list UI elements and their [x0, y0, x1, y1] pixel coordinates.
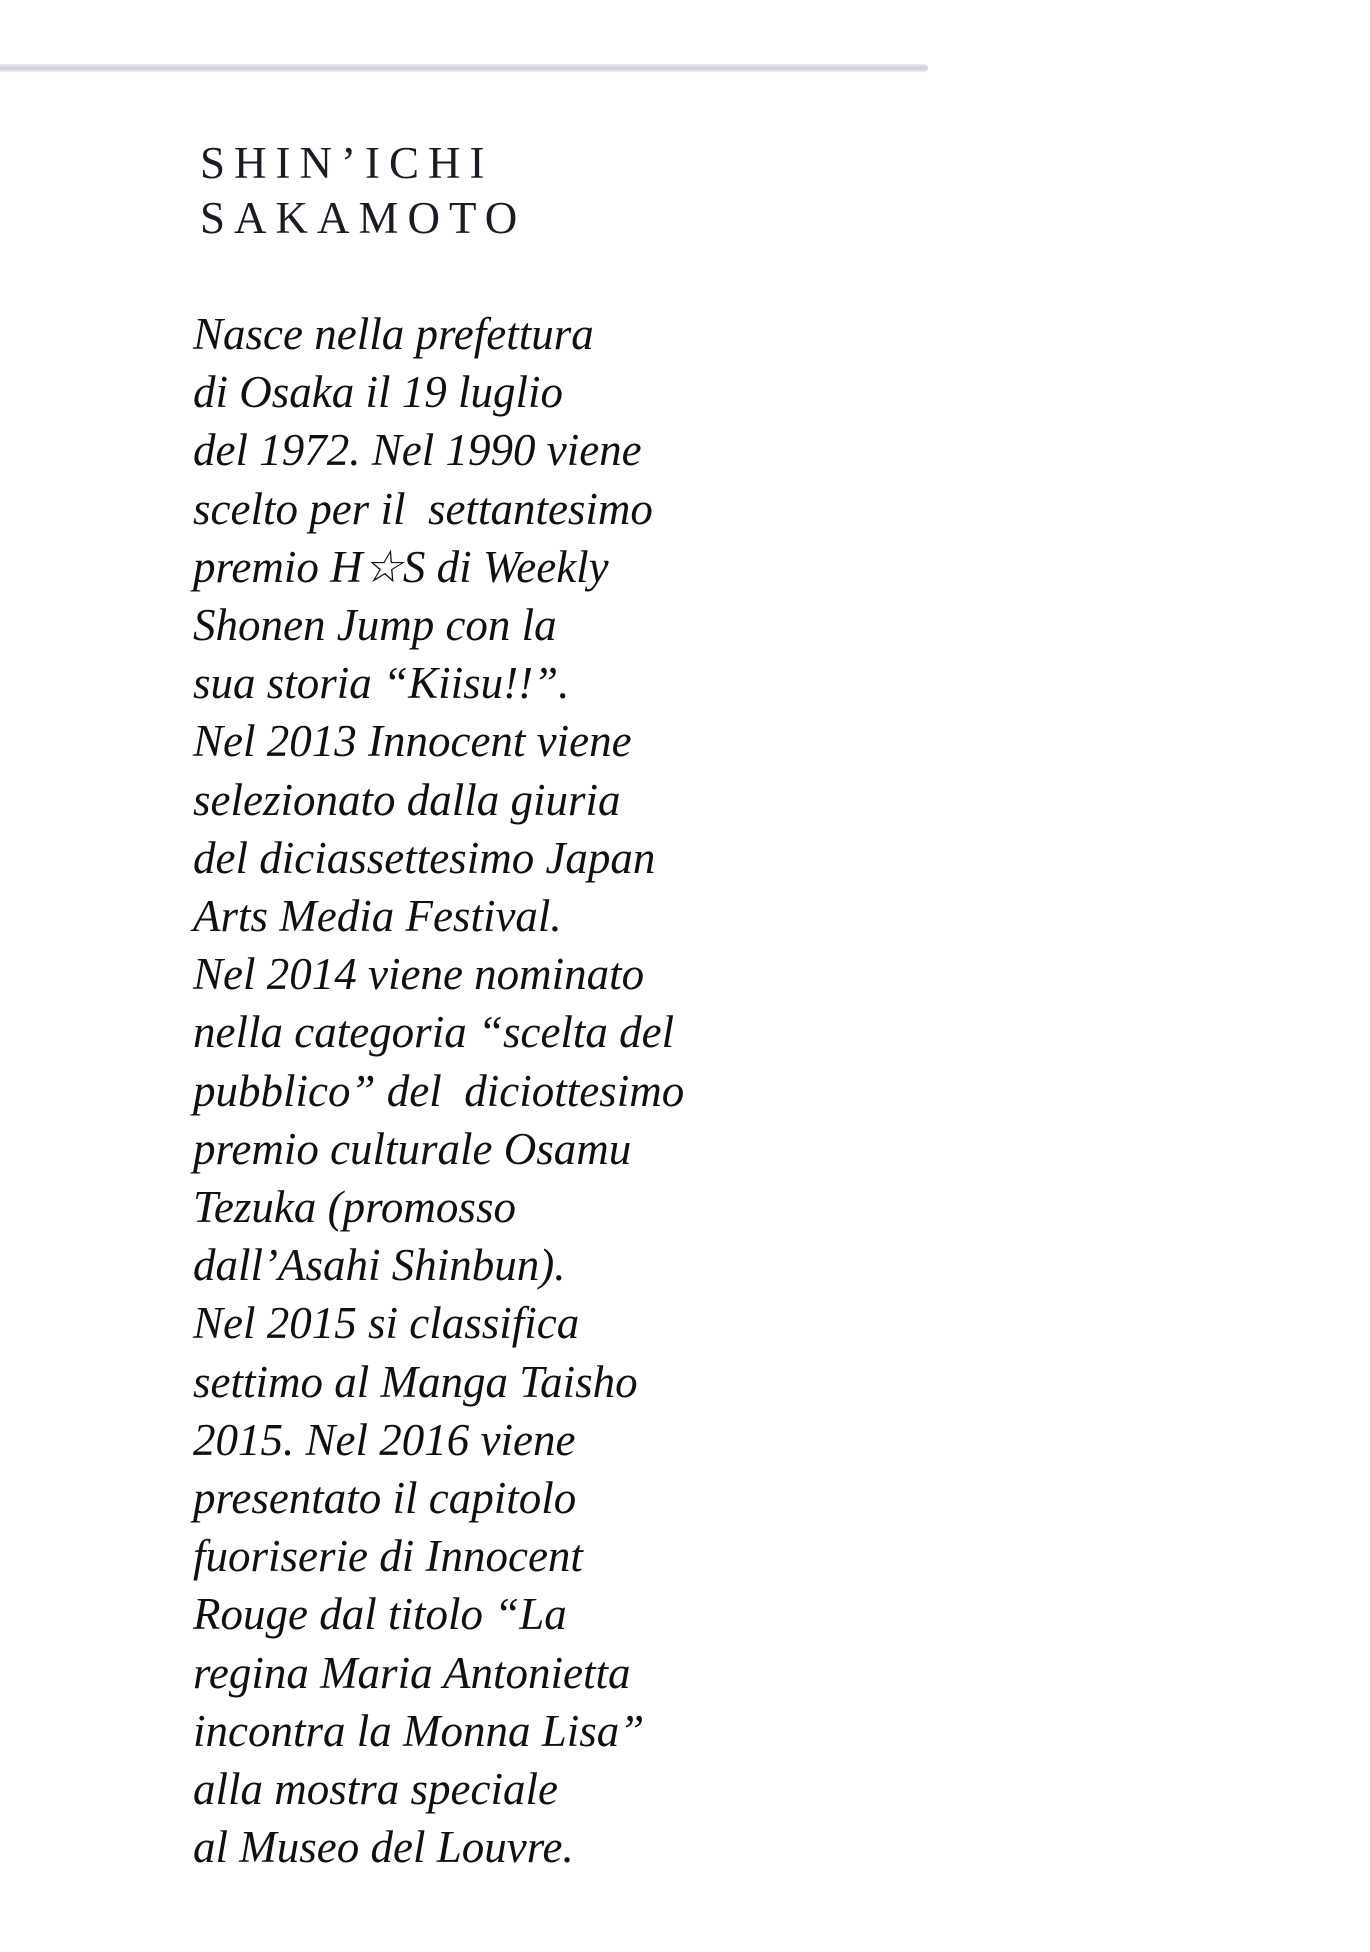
bio-line: fuoriserie di Innocent: [193, 1531, 583, 1582]
bio-line: incontra la Monna Lisa”: [193, 1705, 645, 1756]
bio-line: di Osaka il 19 luglio: [193, 367, 563, 418]
author-name-line-2: SAKAMOTO: [200, 193, 527, 243]
bio-line: 2015. Nel 2016 viene: [193, 1414, 576, 1465]
bio-line: del diciassettesimo Japan: [193, 832, 656, 883]
bio-line: Nel 2015 si classifica: [193, 1298, 580, 1349]
bio-line: premio culturale Osamu: [193, 1123, 632, 1174]
bio-line: sua storia “Kiisu!!”.: [193, 658, 570, 709]
bio-line: settimo al Manga Taisho: [193, 1356, 638, 1407]
bio-line: Shonen Jump con la: [193, 600, 557, 651]
bio-line: Arts Media Festival.: [193, 891, 562, 942]
bio-line: nella categoria “scelta del: [193, 1007, 675, 1058]
bio-line: Tezuka (promosso: [193, 1182, 516, 1233]
bio-line: pubblico” del diciottesimo: [193, 1065, 685, 1116]
bio-line: Rouge dal titolo “La: [193, 1589, 567, 1640]
author-name: [200, 136, 526, 246]
bio-line: del 1972. Nel 1990 viene: [193, 425, 642, 476]
bio-line: scelto per il settantesimo: [193, 483, 653, 534]
top-divider-rule: [0, 64, 928, 72]
bio-line: alla mostra speciale: [193, 1764, 558, 1815]
author-biography: [193, 305, 684, 1876]
bio-line: Nasce nella prefettura: [193, 309, 594, 359]
bio-line: presentato il capitolo: [193, 1473, 577, 1524]
bio-line: selezionato dalla giuria: [193, 774, 621, 825]
bio-line: dall’Asahi Shinbun).: [193, 1240, 566, 1291]
bio-line: regina Maria Antonietta: [193, 1647, 631, 1698]
author-name-line-1: SHIN’ICHI: [200, 138, 494, 188]
bio-line: premio H☆S di Weekly: [193, 541, 609, 592]
bio-line: Nel 2014 viene nominato: [193, 949, 645, 1000]
bio-line: al Museo del Louvre.: [193, 1822, 574, 1873]
bio-line: Nel 2013 Innocent viene: [193, 716, 632, 767]
